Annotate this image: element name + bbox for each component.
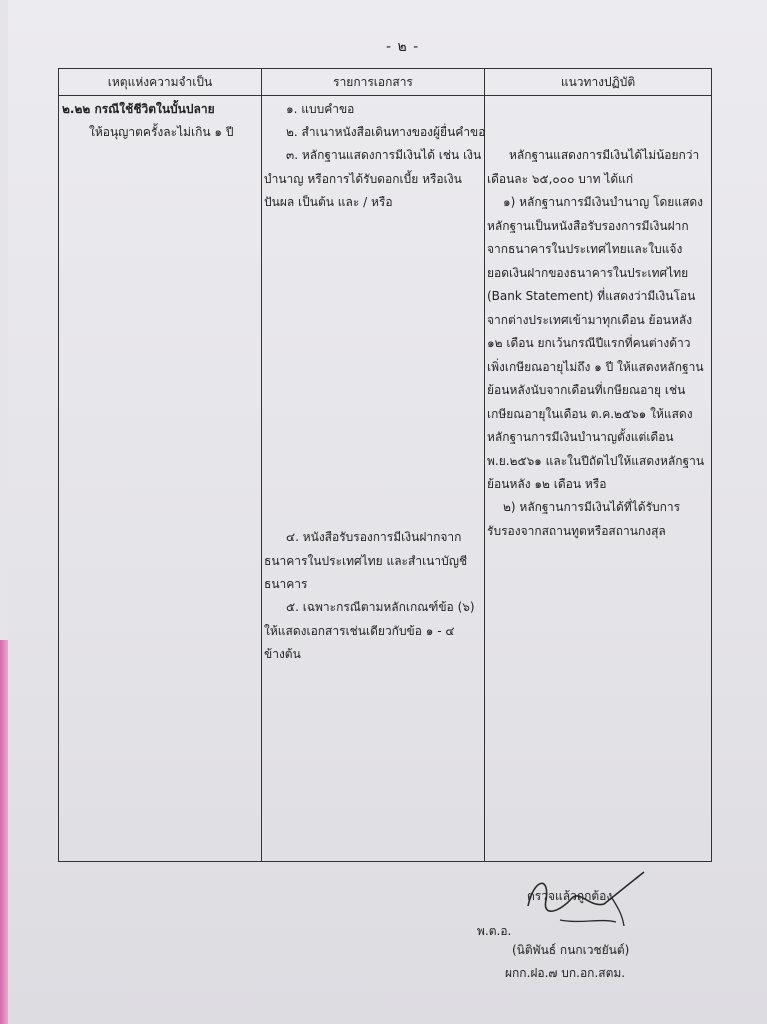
guideline-intro: [487, 144, 709, 191]
document-item-5: [264, 596, 482, 667]
requirements-table: [58, 68, 712, 862]
guideline-line: จากธนาคารในประเทศไทยและใบแจ้ง: [487, 242, 683, 256]
guidelines-cell: [485, 96, 712, 862]
document-item-1: [264, 98, 482, 122]
document-line: ให้แสดงเอกสารเช่นเดียวกับข้อ ๑ - ๔: [264, 623, 455, 638]
header-guidelines: แนวทางปฏิบัติ: [485, 69, 712, 96]
document-line: ๔. หนังสือรับรองการมีเงินฝากจาก: [286, 530, 462, 544]
officer-rank: พ.ต.อ.: [477, 924, 512, 938]
guideline-line: จากต่างประเทศเข้ามาทุกเดือน ย้อนหลัง: [487, 312, 693, 327]
guideline-item-2: [487, 496, 709, 543]
guideline-line: ๑) หลักฐานการมีเงินบำนาญ โดยแสดง: [503, 195, 704, 209]
page-number: - ๒ -: [386, 39, 420, 55]
guideline-line: เดือนละ ๖๕,๐๐๐ บาท ได้แก่: [487, 171, 634, 186]
guideline-line: หลักฐานการมีเงินบำนาญตั้งแต่เดือน: [487, 430, 674, 444]
document-line: ปันผล เป็นต้น และ / หรือ: [264, 195, 393, 209]
guideline-line: เกษียณอายุในเดือน ต.ค.๒๕๖๑ ให้แสดง: [487, 406, 693, 421]
guideline-line: หลักฐานเป็นหนังสือรับรองการมีเงินฝาก: [487, 218, 689, 233]
document-line: ๕. เฉพาะกรณีตามหลักเกณฑ์ข้อ (๖): [286, 600, 475, 614]
document-line: ธนาคารในประเทศไทย และสำเนาบัญชี: [264, 553, 468, 568]
pink-background-edge: [0, 640, 8, 1024]
guideline-line: พ.ย.๒๕๖๑ และในปีถัดไปให้แสดงหลักฐาน: [487, 453, 705, 468]
officer-name: (นิติพันธ์ กนกเวชยันต์): [512, 943, 630, 957]
document-line: ๓. หลักฐานแสดงการมีเงินได้ เช่น เงิน: [286, 148, 482, 162]
table-header-row: [59, 69, 712, 96]
reason-cell: [59, 96, 262, 862]
guideline-line: ๒) หลักฐานการมีเงินได้ที่ได้รับการ: [503, 500, 681, 514]
guideline-line: ๑๒ เดือน ยกเว้นกรณีปีแรกที่คนต่างด้าว: [487, 336, 691, 350]
document-line: บำนาญ หรือการได้รับดอกเบี้ย หรือเงิน: [264, 171, 462, 186]
guideline-line: เพิ่งเกษียณอายุไม่ถึง ๑ ปี ให้แสดงหลักฐาน: [487, 359, 704, 374]
officer-position: ผกก.ฝอ.๗ บก.อก.สตม.: [505, 966, 626, 980]
header-documents: รายการเอกสาร: [262, 69, 485, 96]
table-row: [59, 96, 712, 862]
document-item-4: [264, 526, 482, 597]
guideline-line: ยอดเงินฝากของธนาคารในประเทศไทย: [487, 265, 689, 280]
guideline-line: ย้อนหลัง ๑๒ เดือน หรือ: [487, 477, 607, 491]
guideline-line: รับรองจากสถานทูตหรือสถานกงสุล: [487, 523, 666, 538]
header-reason: เหตุแห่งความจำเป็น: [59, 69, 262, 96]
reason-title: ๒.๒๒ กรณีใช้ชีวิตในบั้นปลาย: [62, 102, 215, 116]
guideline-line: หลักฐานแสดงการมีเงินได้ไม่น้อยกว่า: [509, 148, 700, 162]
document-item-3: [264, 144, 482, 215]
document-line: ๒. สำเนาหนังสือเดินทางของผู้ยื่นคำขอ: [286, 125, 486, 139]
guideline-item-1: [487, 191, 709, 497]
document-line: ธนาคาร: [264, 577, 308, 591]
document-line: ข้างต้น: [264, 647, 301, 661]
documents-cell: [262, 96, 485, 862]
document-line: ๑. แบบคำขอ: [286, 102, 355, 116]
reason-subtitle: ให้อนุญาตครั้งละไม่เกิน ๑ ปี: [89, 125, 234, 139]
guideline-line: (Bank Statement) ที่แสดงว่ามีเงินโอน: [487, 289, 696, 303]
document-item-2: [264, 121, 486, 145]
certified-text: ตรวจแล้วถูกต้อง: [527, 889, 613, 903]
guideline-line: ย้อนหลังนับจากเดือนที่เกษียณอายุ เช่น: [487, 383, 686, 397]
